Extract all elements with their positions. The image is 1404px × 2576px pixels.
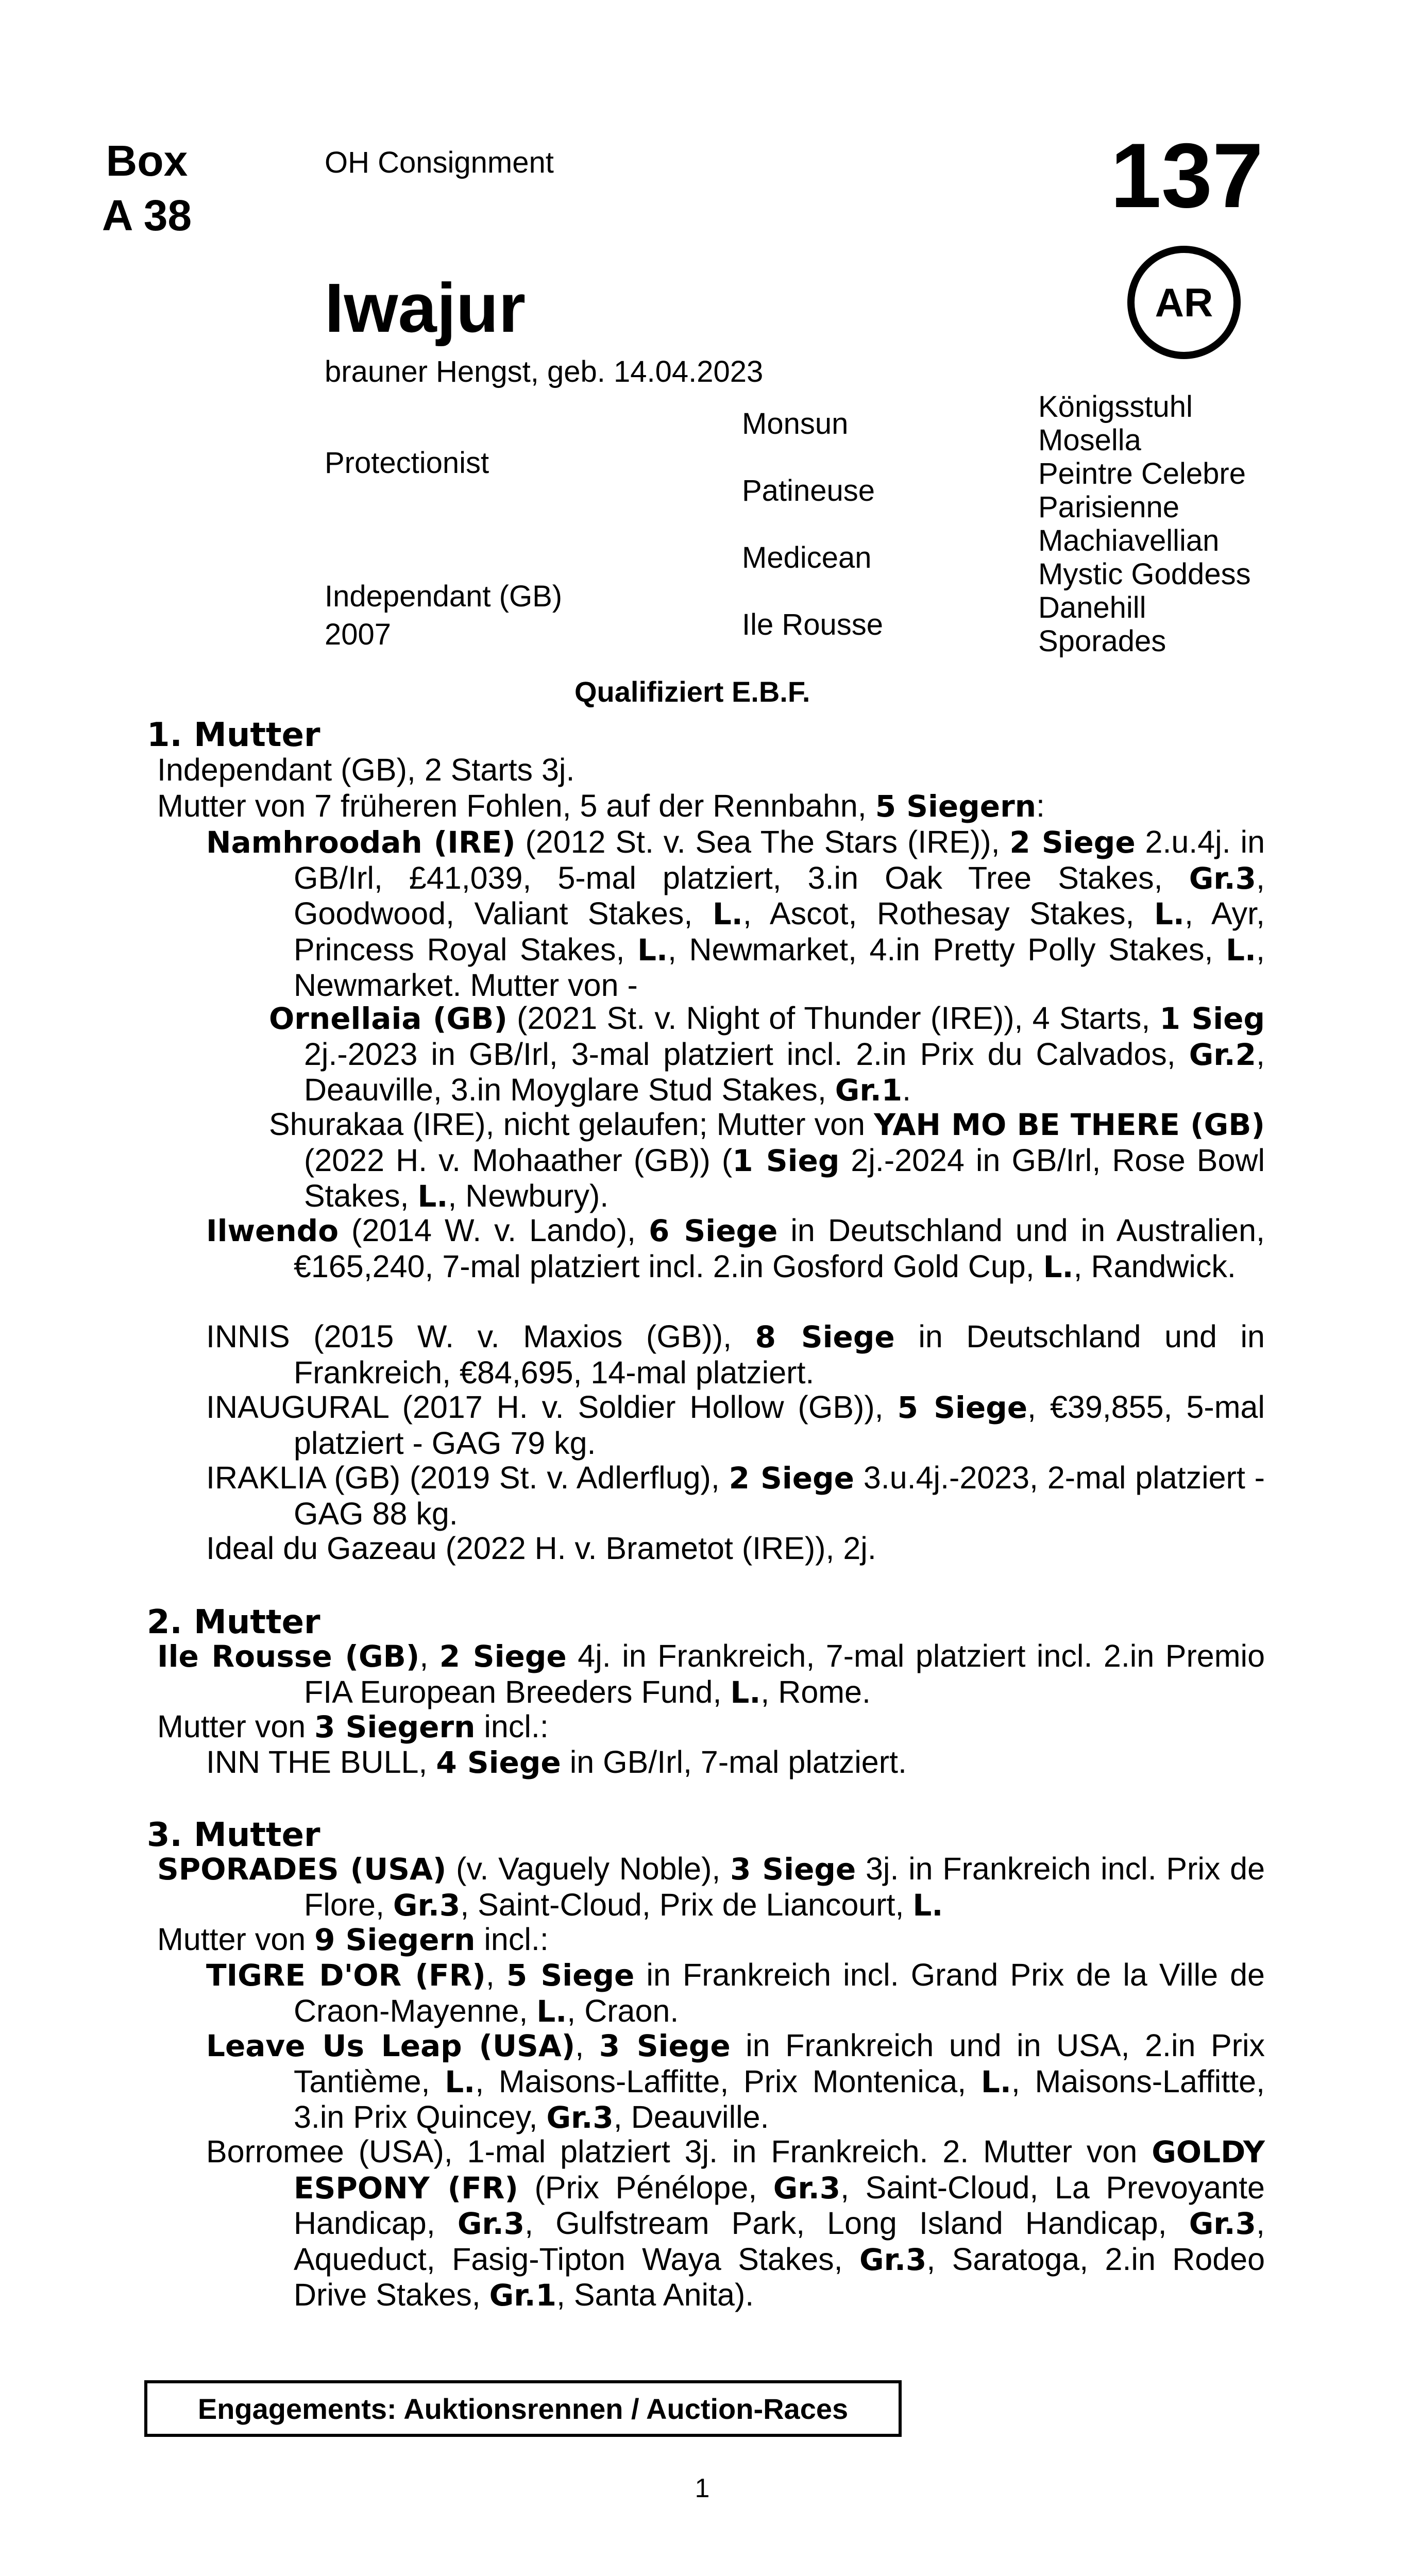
pedigree-great-grandparent: Sporades [1038, 624, 1166, 658]
pedigree-dam-year: 2007 [325, 618, 392, 651]
pedigree-sire: Protectionist [325, 446, 489, 480]
pedigree-grandparent: Medicean [742, 541, 872, 574]
box-label: Box [106, 137, 188, 185]
produce-entry-leave-us-leap: Leave Us Leap (USA), 3 Siege in Frankreich und in USA, 2.in Prix Tantième, L., Maisons-Laffitte, Prix Montenica, L., Maisons-Laffitte, 3.in Prix Quincey, Gr.3, Deauville. [206, 2028, 1265, 2135]
pedigree-grandparent: Patineuse [742, 474, 875, 507]
produce-entry-namhroodah: Namhroodah (IRE) (2012 St. v. Sea The Stars (IRE)), 2 Siege 2.u.4j. in GB/Irl, £41,039, 5-mal platziert, 3.in Oak Tree Stakes, Gr.3, Goodwood, Valiant Stakes, L., Ascot, Rothesay Stakes, L., Ayr, Princess Royal Stakes, L., Newmarket, 4.in Pretty Polly Stakes, L., Newmarket. Mutter von - [206, 824, 1265, 1003]
page-number: 1 [695, 2473, 710, 2503]
pedigree-grandparent: Monsun [742, 407, 849, 440]
horse-description: brauner Hengst, geb. 14.04.2023 [325, 355, 764, 388]
ar-badge [1127, 246, 1241, 359]
produce-entry-inn-the-bull: INN THE BULL, 4 Siege in GB/Irl, 7-mal platziert. [206, 1744, 907, 1780]
engagements-label: Engagements: Auktionsrennen / Auction-Races [197, 2392, 849, 2425]
produce-entry-borromee: Borromee (USA), 1-mal platziert 3j. in Frankreich. 2. Mutter von GOLDY ESPONY (FR) (Prix Pénélope, Gr.3, Saint-Cloud, La Prevoyante Handicap, Gr.3, Gulfstream Park, Long Island Handicap, Gr.3, Aqueduct, Fasig-Tipton Waya Stakes, Gr.3, Saratoga, 2.in Rodeo Drive Stakes, Gr.1, Santa Anita). [206, 2134, 1265, 2313]
engagements-box [144, 2380, 902, 2437]
first-dam-line: Independant (GB), 2 Starts 3j. [157, 752, 575, 787]
pedigree-grandparent: Ile Rousse [742, 608, 884, 641]
ar-badge-label: AR [1155, 279, 1213, 325]
pedigree-great-grandparent: Parisienne [1038, 490, 1180, 524]
pedigree-great-grandparent: Machiavellian [1038, 524, 1220, 557]
produce-entry-innis: INNIS (2015 W. v. Maxios (GB)), 8 Siege in Deutschland und in Frankreich, €84,695, 14-mal platziert. [206, 1319, 1265, 1390]
pedigree-great-grandparent: Peintre Celebre [1038, 457, 1246, 490]
section-title-second-dam: 2. Mutter [147, 1603, 320, 1641]
pedigree-great-grandparent: Königsstuhl [1038, 390, 1193, 423]
produce-entry-iraklia: IRAKLIA (GB) (2019 St. v. Adlerflug), 2 Siege 3.u.4j.-2023, 2-mal platziert - GAG 88 kg. [206, 1460, 1265, 1531]
horse-name: Iwajur [325, 269, 526, 347]
first-dam-produce-line: Mutter von 7 früheren Fohlen, 5 auf der Rennbahn, 5 Siegern: [157, 788, 1045, 824]
pedigree-dam: Independant (GB) [325, 580, 563, 613]
produce-entry-ideal-du-gazeau: Ideal du Gazeau (2022 H. v. Brametot (IRE)), 2j. [206, 1531, 876, 1566]
consignor: OH Consignment [325, 146, 554, 179]
pedigree-great-grandparent: Mosella [1038, 423, 1141, 457]
produce-entry-ornellaia: Ornellaia (GB) (2021 St. v. Night of Thunder (IRE)), 4 Starts, 1 Sieg 2j.-2023 in GB/Irl, 3-mal platziert incl. 2.in Prix du Calvados, Gr.2, Deauville, 3.in Moyglare Stud Stakes, Gr.1. [269, 1001, 1265, 1108]
produce-entry-inaugural: INAUGURAL (2017 H. v. Soldier Hollow (GB)), 5 Siege, €39,855, 5-mal platziert - GAG 79 kg. [206, 1389, 1265, 1461]
produce-entry-shurakaa: Shurakaa (IRE), nicht gelaufen; Mutter von YAH MO BE THERE (GB) (2022 H. v. Mohaather (GB)) (1 Sieg 2j.-2024 in GB/Irl, Rose Bowl Stakes, L., Newbury). [269, 1107, 1265, 1214]
second-dam-produce-line: Mutter von 3 Siegern incl.: [157, 1709, 549, 1744]
section-title-first-dam: 1. Mutter [147, 716, 320, 754]
third-dam-produce-line: Mutter von 9 Siegern incl.: [157, 1922, 549, 1957]
produce-entry-tigre-dor: TIGRE D'OR (FR), 5 Siege in Frankreich incl. Grand Prix de la Ville de Craon-Mayenne, L., Craon. [206, 1957, 1265, 2029]
pedigree-great-grandparent: Danehill [1038, 591, 1146, 624]
produce-entry-ilwendo: Ilwendo (2014 W. v. Lando), 6 Siege in Deutschland und in Australien, €165,240, 7-mal platziert incl. 2.in Gosford Gold Cup, L., Randwick. [206, 1213, 1265, 1284]
lot-number: 137 [1110, 124, 1263, 227]
third-dam-entry: SPORADES (USA) (v. Vaguely Noble), 3 Siege 3j. in Frankreich incl. Prix de Flore, Gr.3, Saint-Cloud, Prix de Liancourt, L. [157, 1851, 1265, 1923]
pedigree-great-grandparent: Mystic Goddess [1038, 557, 1251, 591]
box-number: A 38 [102, 191, 192, 240]
section-title-third-dam: 3. Mutter [147, 1816, 320, 1854]
qualification: Qualifiziert E.B.F. [574, 675, 810, 708]
second-dam-entry: Ile Rousse (GB), 2 Siege 4j. in Frankreich, 7-mal platziert incl. 2.in Premio FIA European Breeders Fund, L., Rome. [157, 1638, 1265, 1710]
